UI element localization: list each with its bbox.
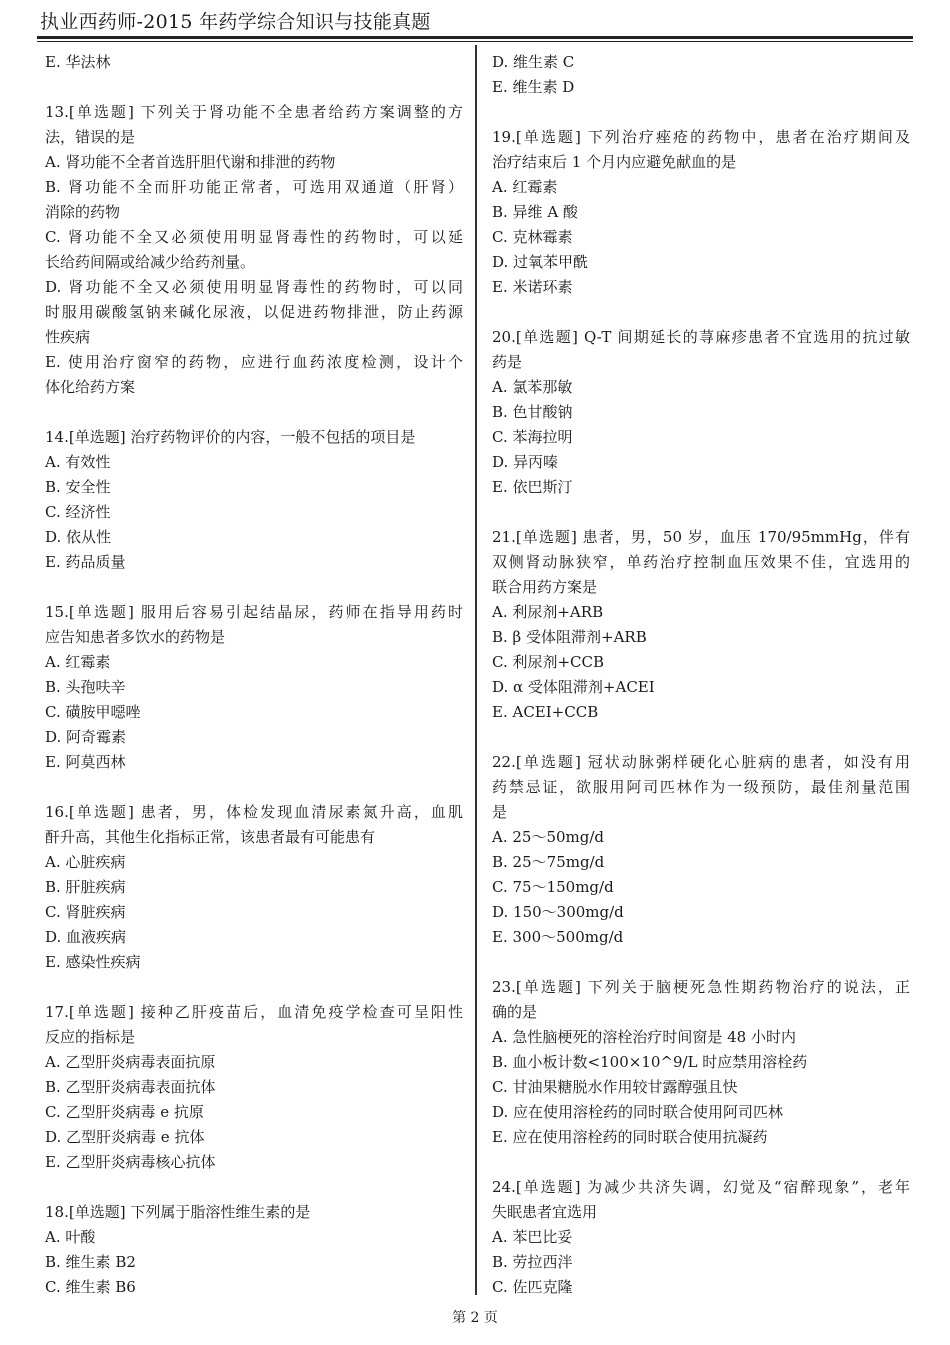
answer-option: E. 乙型肝炎病毒核心抗体 [45, 1153, 216, 1171]
question-stem: 15.[单选题] 服用后容易引起结晶尿，药师在指导用药时 [45, 603, 463, 621]
question-stem: 21.[单选题] 患者，男，50 岁，血压 170/95mmHg，伴有 [492, 528, 910, 546]
text-line: 体化给药方案 [45, 378, 136, 396]
answer-option: E. 华法林 [45, 53, 111, 71]
answer-option: A. 红霉素 [492, 178, 558, 196]
answer-option: B. 肾功能不全而肝功能正常者，可选用双通道（肝肾） [45, 178, 463, 196]
answer-option: D. 阿奇霉素 [45, 728, 127, 746]
answer-option: C. 苯海拉明 [492, 428, 573, 446]
answer-option: B. 维生素 B2 [45, 1253, 136, 1271]
answer-option: E. 药品质量 [45, 553, 126, 571]
answer-option: E. 应在使用溶栓药的同时联合使用抗凝药 [492, 1128, 768, 1146]
header-rule [37, 36, 913, 39]
answer-option: C. 75～150mg/d [492, 878, 614, 896]
answer-option: B. 安全性 [45, 478, 111, 496]
answer-option: E. 300～500mg/d [492, 928, 624, 946]
answer-option: C. 克林霉素 [492, 228, 573, 246]
answer-option: C. 佐匹克隆 [492, 1278, 573, 1296]
answer-option: A. 利尿剂+ARB [492, 603, 604, 621]
page-header-title: 执业西药师-2015 年药学综合知识与技能真题 [40, 11, 431, 33]
paragraph-gap [45, 975, 463, 1000]
text-line: 药禁忌证，欲服用阿司匹林作为一级预防，最佳剂量范围 [492, 778, 910, 796]
question-stem: 13.[单选题] 下列关于肾功能不全患者给药方案调整的方 [45, 103, 463, 121]
text-line: 治疗结束后 1 个月内应避免献血的是 [492, 153, 737, 171]
text-line: 联合用药方案是 [492, 578, 598, 596]
text-line: 失眠患者宜选用 [492, 1203, 598, 1221]
page-number: 第 2 页 [452, 1310, 498, 1326]
text-line: 双侧肾动脉狭窄，单药治疗控制血压效果不佳，宜选用的 [492, 553, 910, 571]
paragraph-gap [492, 100, 910, 125]
answer-option: B. 乙型肝炎病毒表面抗体 [45, 1078, 216, 1096]
answer-option: D. 异丙嗪 [492, 453, 559, 471]
text-line: 法，错误的是 [45, 128, 136, 146]
answer-option: A. 急性脑梗死的溶栓治疗时间窗是 48 小时内 [492, 1028, 796, 1046]
answer-option: C. 乙型肝炎病毒 e 抗原 [45, 1103, 204, 1121]
answer-option: A. 25～50mg/d [492, 828, 605, 846]
text-line: 性疾病 [45, 328, 91, 346]
answer-option: D. 过氧苯甲酰 [492, 253, 589, 271]
answer-option: D. 150～300mg/d [492, 903, 624, 921]
paragraph-gap [45, 400, 463, 425]
answer-option: A. 心脏疾病 [45, 853, 126, 871]
paragraph-gap [492, 1150, 910, 1175]
answer-option: A. 有效性 [45, 453, 111, 471]
answer-option: C. 维生素 B6 [45, 1278, 136, 1296]
text-line: 确的是 [492, 1003, 538, 1021]
answer-option: D. α 受体阻滞剂+ACEI [492, 678, 655, 696]
answer-option: E. 感染性疾病 [45, 953, 141, 971]
answer-option: A. 肾功能不全者首选肝胆代谢和排泄的药物 [45, 153, 336, 171]
answer-option: C. 肾脏疾病 [45, 903, 126, 921]
answer-option: D. 应在使用溶栓药的同时联合使用阿司匹林 [492, 1103, 784, 1121]
question-stem: 24.[单选题] 为减少共济失调，幻觉及“宿醉现象”，老年 [492, 1178, 910, 1196]
paragraph-gap [45, 575, 463, 600]
answer-option: C. 利尿剂+CCB [492, 653, 605, 671]
answer-option: C. 肾功能不全又必须使用明显肾毒性的药物时，可以延 [45, 228, 463, 246]
answer-option: D. 维生素 C [492, 53, 575, 71]
text-line: 长给药间隔或给减少给药剂量。 [45, 253, 256, 271]
question-stem: 22.[单选题] 冠状动脉粥样硬化心脏病的患者，如没有用 [492, 753, 910, 771]
text-line: 反应的指标是 [45, 1028, 136, 1046]
answer-option: B. 肝脏疾病 [45, 878, 126, 896]
answer-option: D. 血液疾病 [45, 928, 127, 946]
answer-option: A. 叶酸 [45, 1228, 96, 1246]
paragraph-gap [492, 725, 910, 750]
answer-option: B. 色甘酸钠 [492, 403, 573, 421]
text-line: 是 [492, 803, 508, 821]
text-line: 时服用碳酸氢钠来碱化尿液，以促进药物排泄，防止药源 [45, 303, 463, 321]
answer-option: E. 米诺环素 [492, 278, 573, 296]
answer-option: B. 血小板计数<100×10^9/L 时应禁用溶栓药 [492, 1053, 808, 1071]
header-rule-secondary [37, 41, 913, 42]
answer-option: A. 乙型肝炎病毒表面抗原 [45, 1053, 216, 1071]
right-column [492, 50, 910, 1300]
text-line: 药是 [492, 353, 523, 371]
question-stem: 16.[单选题] 患者，男，体检发现血清尿素氮升高，血肌 [45, 803, 463, 821]
answer-option: E. ACEI+CCB [492, 703, 599, 721]
answer-option: B. β 受体阻滞剂+ARB [492, 628, 647, 646]
question-stem: 18.[单选题] 下列属于脂溶性维生素的是 [45, 1203, 311, 1221]
left-column [45, 50, 463, 1300]
column-divider [475, 45, 477, 1295]
text-line: 应告知患者多饮水的药物是 [45, 628, 226, 646]
answer-option: D. 肾功能不全又必须使用明显肾毒性的药物时，可以同 [45, 278, 463, 296]
question-stem: 17.[单选题] 接种乙肝疫苗后，血清免疫学检查可呈阳性 [45, 1003, 463, 1021]
paragraph-gap [45, 75, 463, 100]
answer-option: B. 劳拉西泮 [492, 1253, 573, 1271]
text-line: 消除的药物 [45, 203, 121, 221]
answer-option: E. 使用治疗窗窄的药物，应进行血药浓度检测，设计个 [45, 353, 463, 371]
text-line: 酐升高，其他生化指标正常，该患者最有可能患有 [45, 828, 376, 846]
answer-option: D. 依从性 [45, 528, 112, 546]
paragraph-gap [45, 1175, 463, 1200]
answer-option: C. 甘油果糖脱水作用较甘露醇强且快 [492, 1078, 738, 1096]
answer-option: E. 依巴斯汀 [492, 478, 573, 496]
question-stem: 23.[单选题] 下列关于脑梗死急性期药物治疗的说法，正 [492, 978, 910, 996]
paragraph-gap [492, 950, 910, 975]
answer-option: B. 异维 A 酸 [492, 203, 578, 221]
paragraph-gap [45, 775, 463, 800]
question-stem: 14.[单选题] 治疗药物评价的内容，一般不包括的项目是 [45, 428, 416, 446]
answer-option: C. 磺胺甲噁唑 [45, 703, 141, 721]
answer-option: E. 阿莫西林 [45, 753, 126, 771]
answer-option: C. 经济性 [45, 503, 111, 521]
answer-option: B. 25～75mg/d [492, 853, 605, 871]
answer-option: A. 苯巴比妥 [492, 1228, 573, 1246]
answer-option: A. 氯苯那敏 [492, 378, 573, 396]
answer-option: B. 头孢呋辛 [45, 678, 126, 696]
answer-option: A. 红霉素 [45, 653, 111, 671]
paragraph-gap [492, 500, 910, 525]
question-stem: 20.[单选题] Q-T 间期延长的荨麻疹患者不宜选用的抗过敏 [492, 328, 910, 346]
answer-option: D. 乙型肝炎病毒 e 抗体 [45, 1128, 205, 1146]
question-stem: 19.[单选题] 下列治疗痤疮的药物中，患者在治疗期间及 [492, 128, 910, 146]
paragraph-gap [492, 300, 910, 325]
answer-option: E. 维生素 D [492, 78, 575, 96]
